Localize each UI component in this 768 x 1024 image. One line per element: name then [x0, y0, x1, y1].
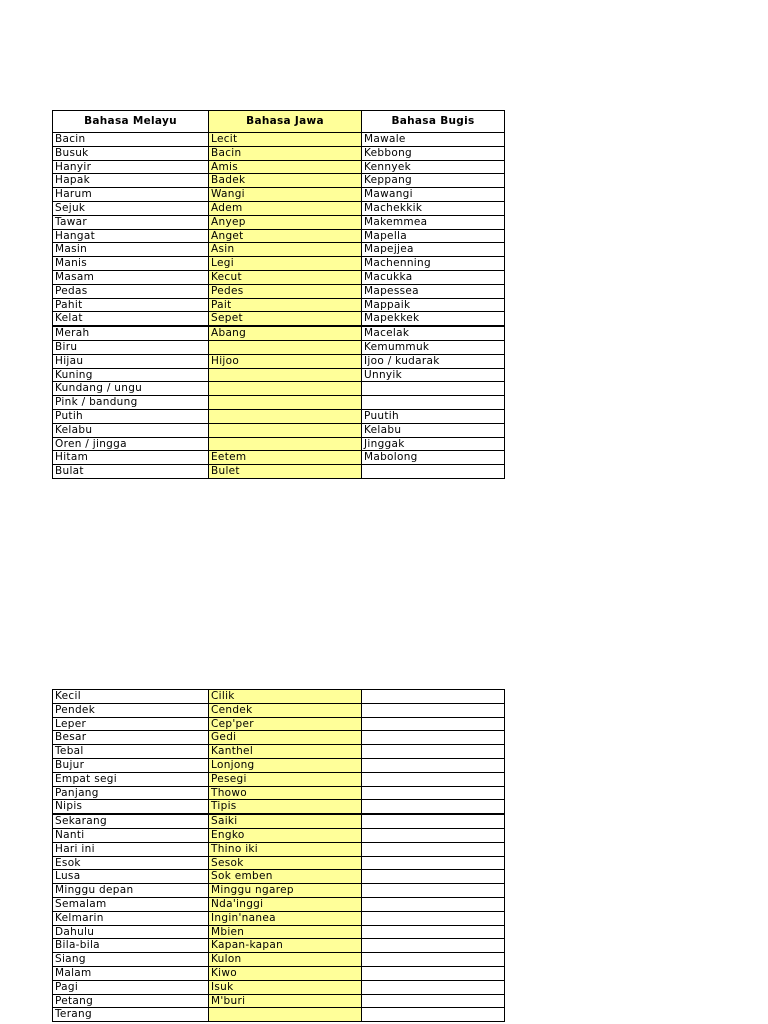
cell-bahasa-bugis — [362, 731, 505, 745]
cell-bahasa-melayu: Dahulu — [53, 925, 209, 939]
cell-bahasa-bugis: Macukka — [362, 270, 505, 284]
table-row — [53, 243, 505, 257]
table-row — [53, 354, 505, 368]
cell-bahasa-jawa: Pesegi — [209, 772, 362, 786]
cell-bahasa-bugis — [362, 745, 505, 759]
table-row — [53, 1008, 505, 1022]
cell-bahasa-melayu: Nanti — [53, 828, 209, 842]
cell-bahasa-jawa — [209, 368, 362, 382]
cell-bahasa-bugis — [362, 772, 505, 786]
cell-bahasa-melayu: Harum — [53, 188, 209, 202]
cell-bahasa-bugis: Machekkik — [362, 201, 505, 215]
header-bahasa-bugis: Bahasa Bugis — [362, 111, 505, 133]
table-row — [53, 758, 505, 772]
table-row — [53, 772, 505, 786]
cell-bahasa-jawa: Cep'per — [209, 717, 362, 731]
cell-bahasa-jawa: Sepet — [209, 312, 362, 326]
cell-bahasa-jawa: Nda'inggi — [209, 897, 362, 911]
table-row — [53, 897, 505, 911]
table-body — [53, 133, 505, 479]
cell-bahasa-bugis — [362, 703, 505, 717]
cell-bahasa-melayu: Pink / bandung — [53, 396, 209, 410]
cell-bahasa-melayu: Kelmarin — [53, 911, 209, 925]
cell-bahasa-jawa: Kiwo — [209, 966, 362, 980]
cell-bahasa-bugis: Kelabu — [362, 423, 505, 437]
cell-bahasa-melayu: Malam — [53, 966, 209, 980]
cell-bahasa-jawa — [209, 423, 362, 437]
table-row — [53, 229, 505, 243]
table-row — [53, 340, 505, 354]
cell-bahasa-melayu: Pendek — [53, 703, 209, 717]
cell-bahasa-melayu: Kelabu — [53, 423, 209, 437]
cell-bahasa-bugis: Macelak — [362, 326, 505, 340]
cell-bahasa-melayu: Busuk — [53, 146, 209, 160]
cell-bahasa-jawa: Mbien — [209, 925, 362, 939]
cell-bahasa-bugis: Mappaik — [362, 298, 505, 312]
cell-bahasa-bugis: Mabolong — [362, 451, 505, 465]
cell-bahasa-melayu: Pahit — [53, 298, 209, 312]
cell-bahasa-bugis — [362, 382, 505, 396]
cell-bahasa-bugis — [362, 800, 505, 814]
cell-bahasa-melayu: Kelat — [53, 312, 209, 326]
cell-bahasa-melayu: Hari ini — [53, 842, 209, 856]
cell-bahasa-bugis — [362, 396, 505, 410]
vocabulary-table-senses-colors — [52, 110, 505, 479]
cell-bahasa-jawa — [209, 340, 362, 354]
table-row — [53, 994, 505, 1008]
cell-bahasa-melayu: Putih — [53, 409, 209, 423]
cell-bahasa-jawa: Sok emben — [209, 870, 362, 884]
table-row — [53, 160, 505, 174]
cell-bahasa-jawa: Tipis — [209, 800, 362, 814]
cell-bahasa-jawa: Kanthel — [209, 745, 362, 759]
cell-bahasa-jawa — [209, 437, 362, 451]
cell-bahasa-melayu: Kuning — [53, 368, 209, 382]
table-row — [53, 690, 505, 704]
table-row — [53, 270, 505, 284]
cell-bahasa-bugis: Ijoo / kudarak — [362, 354, 505, 368]
cell-bahasa-bugis — [362, 994, 505, 1008]
cell-bahasa-bugis — [362, 980, 505, 994]
table-row — [53, 925, 505, 939]
cell-bahasa-melayu: Sejuk — [53, 201, 209, 215]
cell-bahasa-melayu: Bacin — [53, 133, 209, 147]
cell-bahasa-bugis: Makemmea — [362, 215, 505, 229]
cell-bahasa-jawa: Amis — [209, 160, 362, 174]
cell-bahasa-jawa — [209, 396, 362, 410]
cell-bahasa-jawa: Lonjong — [209, 758, 362, 772]
cell-bahasa-bugis — [362, 911, 505, 925]
cell-bahasa-jawa: Bulet — [209, 465, 362, 479]
table-row — [53, 703, 505, 717]
table-row — [53, 800, 505, 814]
cell-bahasa-jawa: Gedi — [209, 731, 362, 745]
cell-bahasa-bugis: Mapella — [362, 229, 505, 243]
cell-bahasa-jawa: Asin — [209, 243, 362, 257]
cell-bahasa-jawa — [209, 409, 362, 423]
cell-bahasa-jawa: Ingin'nanea — [209, 911, 362, 925]
table-row — [53, 884, 505, 898]
table-row — [53, 409, 505, 423]
cell-bahasa-bugis — [362, 925, 505, 939]
cell-bahasa-melayu: Hitam — [53, 451, 209, 465]
table-row — [53, 731, 505, 745]
cell-bahasa-bugis — [362, 758, 505, 772]
cell-bahasa-bugis: Kebbong — [362, 146, 505, 160]
cell-bahasa-jawa: Minggu ngarep — [209, 884, 362, 898]
cell-bahasa-melayu: Kecil — [53, 690, 209, 704]
table-row — [53, 856, 505, 870]
cell-bahasa-melayu: Minggu depan — [53, 884, 209, 898]
cell-bahasa-jawa: Anget — [209, 229, 362, 243]
table-body — [53, 690, 505, 1022]
cell-bahasa-jawa: Wangi — [209, 188, 362, 202]
cell-bahasa-bugis: Jinggak — [362, 437, 505, 451]
cell-bahasa-jawa: Thowo — [209, 786, 362, 800]
cell-bahasa-jawa: Badek — [209, 174, 362, 188]
vocabulary-table-shapes-time — [52, 689, 505, 1022]
cell-bahasa-melayu: Esok — [53, 856, 209, 870]
table-row — [53, 717, 505, 731]
table-row — [53, 396, 505, 410]
cell-bahasa-bugis — [362, 465, 505, 479]
cell-bahasa-melayu: Besar — [53, 731, 209, 745]
table-row — [53, 953, 505, 967]
cell-bahasa-jawa: Eetem — [209, 451, 362, 465]
cell-bahasa-jawa: Isuk — [209, 980, 362, 994]
cell-bahasa-bugis — [362, 939, 505, 953]
cell-bahasa-jawa: Thino iki — [209, 842, 362, 856]
cell-bahasa-bugis — [362, 870, 505, 884]
cell-bahasa-jawa: Engko — [209, 828, 362, 842]
cell-bahasa-jawa: Abang — [209, 326, 362, 340]
table-row — [53, 368, 505, 382]
cell-bahasa-jawa: Pait — [209, 298, 362, 312]
table-row — [53, 382, 505, 396]
table-row — [53, 980, 505, 994]
cell-bahasa-melayu: Semalam — [53, 897, 209, 911]
cell-bahasa-melayu: Sekarang — [53, 814, 209, 828]
cell-bahasa-jawa: Sesok — [209, 856, 362, 870]
cell-bahasa-bugis: Mapekkek — [362, 312, 505, 326]
table-row — [53, 437, 505, 451]
cell-bahasa-melayu: Petang — [53, 994, 209, 1008]
cell-bahasa-melayu: Masin — [53, 243, 209, 257]
cell-bahasa-melayu: Kundang / ungu — [53, 382, 209, 396]
cell-bahasa-jawa — [209, 1008, 362, 1022]
cell-bahasa-melayu: Hijau — [53, 354, 209, 368]
cell-bahasa-bugis — [362, 966, 505, 980]
cell-bahasa-melayu: Terang — [53, 1008, 209, 1022]
cell-bahasa-jawa: Adem — [209, 201, 362, 215]
table-row — [53, 966, 505, 980]
cell-bahasa-melayu: Tebal — [53, 745, 209, 759]
header-bahasa-melayu: Bahasa Melayu — [53, 111, 209, 133]
cell-bahasa-melayu: Oren / jingga — [53, 437, 209, 451]
cell-bahasa-melayu: Bulat — [53, 465, 209, 479]
cell-bahasa-jawa: Kulon — [209, 953, 362, 967]
table-row — [53, 911, 505, 925]
table-row — [53, 201, 505, 215]
cell-bahasa-bugis: Kennyek — [362, 160, 505, 174]
table-row — [53, 174, 505, 188]
cell-bahasa-bugis: Machenning — [362, 257, 505, 271]
cell-bahasa-melayu: Hanyir — [53, 160, 209, 174]
table-row — [53, 870, 505, 884]
cell-bahasa-bugis — [362, 814, 505, 828]
cell-bahasa-melayu: Bujur — [53, 758, 209, 772]
cell-bahasa-jawa: Cendek — [209, 703, 362, 717]
cell-bahasa-bugis — [362, 897, 505, 911]
table-row — [53, 146, 505, 160]
cell-bahasa-jawa: Kecut — [209, 270, 362, 284]
cell-bahasa-melayu: Siang — [53, 953, 209, 967]
cell-bahasa-melayu: Bila-bila — [53, 939, 209, 953]
table-row — [53, 451, 505, 465]
cell-bahasa-bugis: Mawangi — [362, 188, 505, 202]
table-row — [53, 828, 505, 842]
header-bahasa-jawa: Bahasa Jawa — [209, 111, 362, 133]
table-row — [53, 284, 505, 298]
cell-bahasa-melayu: Nipis — [53, 800, 209, 814]
cell-bahasa-bugis — [362, 828, 505, 842]
cell-bahasa-jawa: Bacin — [209, 146, 362, 160]
cell-bahasa-jawa: Hijoo — [209, 354, 362, 368]
cell-bahasa-jawa: Cilik — [209, 690, 362, 704]
cell-bahasa-melayu: Merah — [53, 326, 209, 340]
table-row — [53, 423, 505, 437]
cell-bahasa-melayu: Pedas — [53, 284, 209, 298]
cell-bahasa-melayu: Leper — [53, 717, 209, 731]
cell-bahasa-melayu: Tawar — [53, 215, 209, 229]
table-row — [53, 215, 505, 229]
table-row — [53, 312, 505, 326]
cell-bahasa-bugis: Mapejjea — [362, 243, 505, 257]
cell-bahasa-bugis: Unnyik — [362, 368, 505, 382]
cell-bahasa-melayu: Lusa — [53, 870, 209, 884]
cell-bahasa-melayu: Panjang — [53, 786, 209, 800]
table-row — [53, 939, 505, 953]
table-row — [53, 298, 505, 312]
cell-bahasa-bugis — [362, 1008, 505, 1022]
cell-bahasa-bugis — [362, 884, 505, 898]
cell-bahasa-bugis — [362, 842, 505, 856]
table-row — [53, 188, 505, 202]
cell-bahasa-bugis — [362, 856, 505, 870]
table-row — [53, 326, 505, 340]
cell-bahasa-bugis — [362, 717, 505, 731]
table-row — [53, 257, 505, 271]
cell-bahasa-jawa: Saiki — [209, 814, 362, 828]
table-row — [53, 814, 505, 828]
cell-bahasa-bugis: Mapessea — [362, 284, 505, 298]
cell-bahasa-melayu: Empat segi — [53, 772, 209, 786]
cell-bahasa-jawa: M'buri — [209, 994, 362, 1008]
table-row — [53, 842, 505, 856]
cell-bahasa-jawa: Kapan-kapan — [209, 939, 362, 953]
cell-bahasa-bugis — [362, 786, 505, 800]
cell-bahasa-bugis: Puutih — [362, 409, 505, 423]
cell-bahasa-bugis: Mawale — [362, 133, 505, 147]
table-row — [53, 465, 505, 479]
cell-bahasa-jawa: Anyep — [209, 215, 362, 229]
cell-bahasa-jawa — [209, 382, 362, 396]
cell-bahasa-bugis — [362, 953, 505, 967]
cell-bahasa-bugis: Keppang — [362, 174, 505, 188]
cell-bahasa-melayu: Manis — [53, 257, 209, 271]
table-row — [53, 133, 505, 147]
table-row — [53, 745, 505, 759]
cell-bahasa-bugis: Kemummuk — [362, 340, 505, 354]
table-header-row — [53, 111, 505, 133]
cell-bahasa-jawa: Pedes — [209, 284, 362, 298]
cell-bahasa-melayu: Biru — [53, 340, 209, 354]
cell-bahasa-melayu: Pagi — [53, 980, 209, 994]
cell-bahasa-melayu: Hangat — [53, 229, 209, 243]
cell-bahasa-melayu: Hapak — [53, 174, 209, 188]
cell-bahasa-bugis — [362, 690, 505, 704]
cell-bahasa-jawa: Lecit — [209, 133, 362, 147]
cell-bahasa-melayu: Masam — [53, 270, 209, 284]
table-row — [53, 786, 505, 800]
cell-bahasa-jawa: Legi — [209, 257, 362, 271]
